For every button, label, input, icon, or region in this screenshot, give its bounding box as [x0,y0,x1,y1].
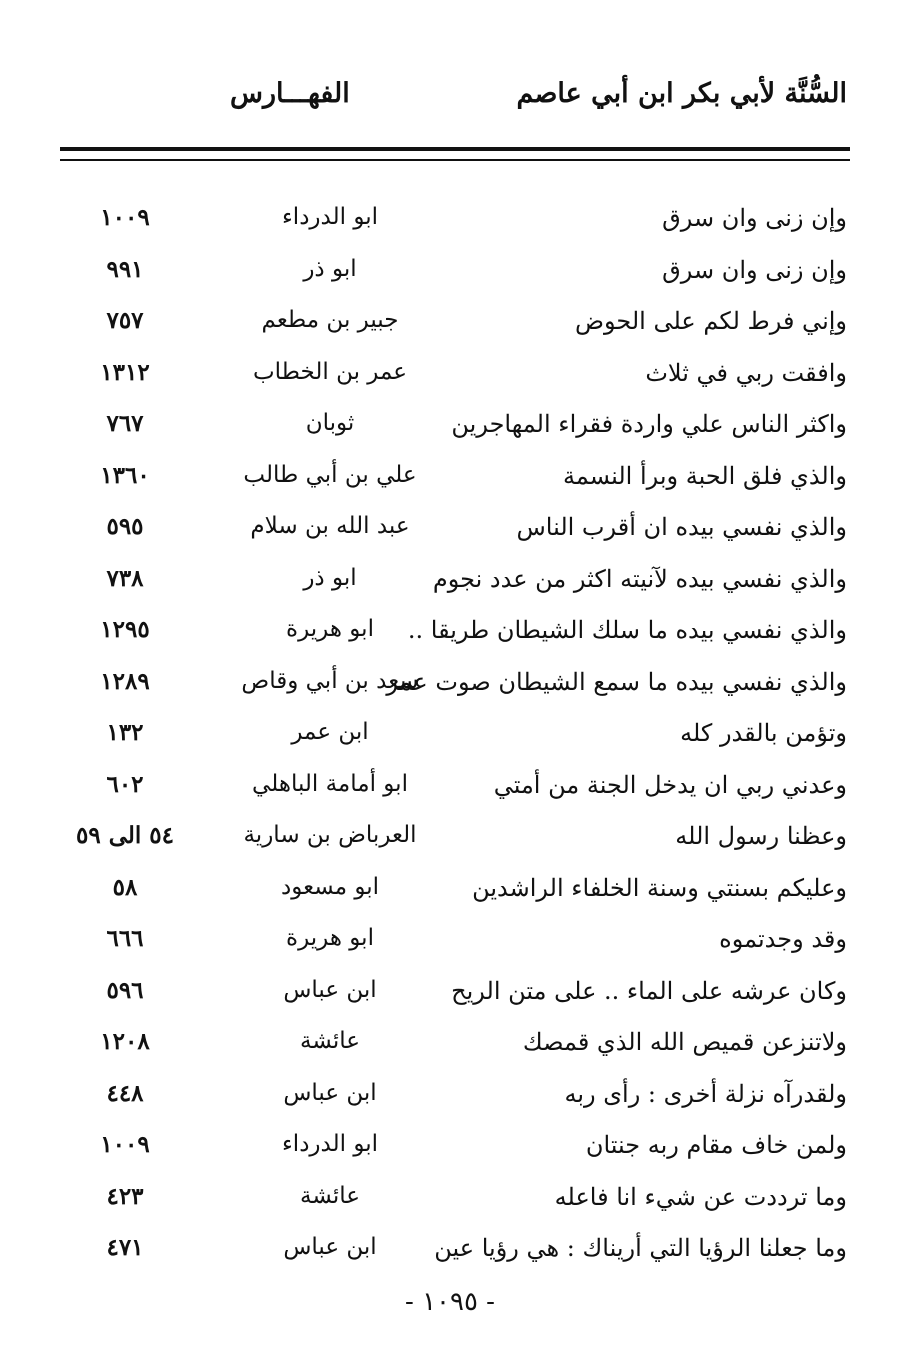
hadith-number: ١٢٠٨ [100,1028,150,1055]
header-rule-thick [60,147,850,151]
index-row [0,608,917,660]
hadith-text: وإن زنى وان سرق [662,204,847,232]
index-row [0,917,917,969]
hadith-number: ٥٨ [112,873,138,901]
hadith-text: وعظنا رسول الله [675,822,847,850]
hadith-number: ١٠٠٩ [100,1131,150,1158]
hadith-text: وما جعلنا الرؤيا التي أريناك : هي رؤيا عين [434,1234,847,1262]
hadith-text: واكثر الناس علي واردة فقراء المهاجرين [451,410,847,438]
book-title: السُّنَّة لأبي بكر ابن أبي عاصم [516,78,847,109]
hadith-text: وكان عرشه على الماء .. على متن الريح [451,976,847,1005]
narrator-name: ابن عباس [283,1079,377,1106]
page-header [60,78,857,122]
hadith-number: ١٠٠٩ [100,204,150,231]
narrator-name: ابو ذر [303,255,357,282]
index-list [0,196,917,1278]
narrator-name: ابن عباس [283,1234,377,1260]
narrator-name: ابو هريرة [286,616,374,642]
hadith-number: ٦٠٢ [106,770,144,798]
index-row [0,351,917,403]
index-row [0,1175,917,1227]
index-row [0,969,917,1021]
narrator-name: علي بن أبي طالب [243,461,417,488]
hadith-number: ١٣١٢ [100,358,150,386]
narrator-name: عائشة [300,1182,360,1209]
hadith-number: ٥٤ الى ٥٩ [75,822,175,849]
index-row [0,814,917,866]
hadith-number: ٤٧١ [106,1234,144,1261]
hadith-text: والذي نفسي بيده لآنيته اكثر من عدد نجوم [432,564,847,593]
hadith-text: وافقت ربي في ثلاث [645,358,847,387]
hadith-number: ٦٦٦ [106,925,144,952]
narrator-name: ابو أمامة الباهلي [252,770,408,797]
hadith-number: ٧٦٧ [106,410,144,437]
narrator-name: عبد الله بن سلام [250,513,410,539]
hadith-number: ٥٩٥ [106,513,144,540]
narrator-name: ابو ذر [303,564,357,591]
hadith-text: وعليكم بسنتي وسنة الخلفاء الراشدين [472,873,847,902]
index-row [0,763,917,815]
section-title: الفهـــارس [230,78,350,109]
index-row [0,248,917,300]
hadith-number: ١٢٩٥ [100,616,150,643]
narrator-name: عائشة [300,1028,360,1054]
index-row [0,711,917,763]
narrator-name: ابو مسعود [280,873,380,900]
hadith-number: ١٣٦٠ [100,461,150,489]
narrator-name: سعد بن أبي وقاص [241,667,419,694]
hadith-number: ٤٢٣ [106,1182,144,1210]
hadith-text: وإن زنى وان سرق [662,255,847,284]
hadith-text: وإني فرط لكم على الحوض [574,307,847,335]
index-row [0,1072,917,1124]
hadith-text: والذي نفسي بيده ما سمع الشيطان صوت عمر [386,667,847,696]
hadith-number: ١٢٨٩ [100,667,150,695]
index-row [0,660,917,712]
index-row [0,1226,917,1278]
hadith-number: ٩٩١ [106,255,144,283]
index-row [0,1020,917,1072]
hadith-number: ٤٤٨ [106,1079,144,1107]
narrator-name: العرباض بن سارية [243,822,417,848]
header-rule-thin [60,159,850,161]
narrator-name: ابو الدرداء [281,1131,378,1157]
hadith-text: والذي فلق الحبة وبرأ النسمة [562,461,847,490]
narrator-name: ابن عمر [291,719,369,745]
hadith-text: ولقدرآه نزلة أخرى : رأى ربه [564,1079,847,1108]
index-row [0,402,917,454]
narrator-name: ابو الدرداء [281,204,378,230]
narrator-name: جبير بن مطعم [261,307,399,333]
hadith-text: والذي نفسي بيده ما سلك الشيطان طريقا .. [407,616,847,644]
hadith-text: وما ترددت عن شيء انا فاعله [554,1182,847,1211]
index-row [0,454,917,506]
hadith-number: ٧٣٨ [106,564,144,592]
hadith-text: وعدني ربي ان يدخل الجنة من أمتي [493,770,847,799]
hadith-number: ٧٥٧ [106,307,144,334]
hadith-number: ١٣٢ [106,719,144,746]
index-row [0,1123,917,1175]
index-row [0,505,917,557]
index-row [0,866,917,918]
narrator-name: ابو هريرة [286,925,374,951]
hadith-text: والذي نفسي بيده ان أقرب الناس [516,513,847,541]
page-number: - ١٠٩٥ - [405,1287,495,1317]
narrator-name: ابن عباس [283,976,377,1003]
hadith-text: وتؤمن بالقدر كله [680,719,847,747]
index-row [0,299,917,351]
index-row [0,557,917,609]
hadith-text: ولاتنزعن قميص الله الذي قمصك [522,1028,847,1056]
narrator-name: ثوبان [305,410,355,436]
index-row [0,196,917,248]
hadith-text: ولمن خاف مقام ربه جنتان [585,1131,847,1159]
hadith-text: وقد وجدتموه [719,925,847,953]
hadith-number: ٥٩٦ [106,976,144,1004]
narrator-name: عمر بن الخطاب [252,358,407,385]
